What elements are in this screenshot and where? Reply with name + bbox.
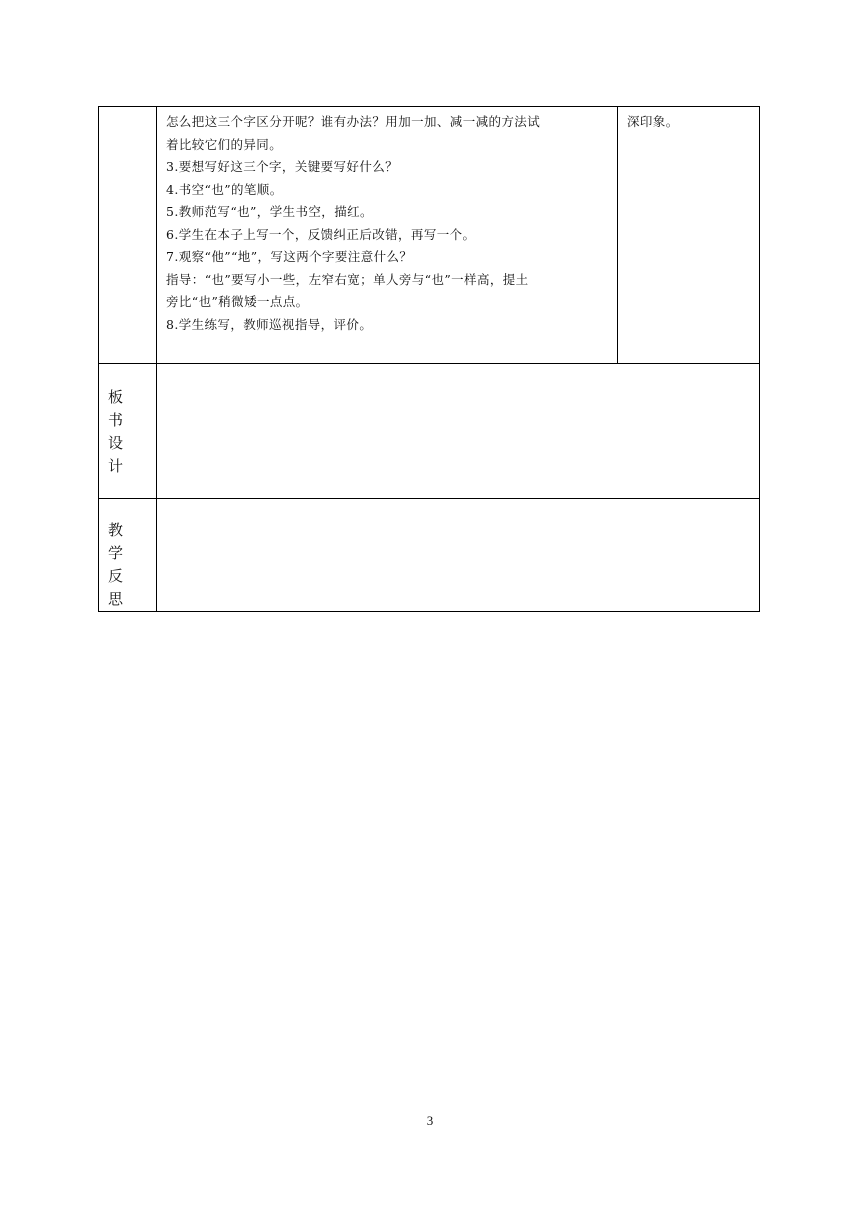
teaching-process-row xyxy=(99,107,760,364)
process-line: 指导：“也”要写小一些，左窄右宽；单人旁与“也”一样高，提土 xyxy=(166,271,529,287)
process-line: 8.学生练写，教师巡视指导，评价。 xyxy=(166,316,373,332)
reflection-content xyxy=(157,499,760,612)
board-design-label: 板书设计 xyxy=(108,388,124,475)
teaching-reflection-row xyxy=(99,499,760,612)
process-line: 旁比“也”稍微矮一点点。 xyxy=(166,294,309,309)
process-line: 着比较它们的异同。 xyxy=(166,136,283,152)
reflection-label: 教学反思 xyxy=(108,521,124,608)
process-line: 怎么把这三个字区分开呢？谁有办法？用加一加、减一减的方法试 xyxy=(166,114,541,129)
reflection-label-cell xyxy=(99,499,157,612)
design-intent-cell xyxy=(618,107,760,364)
process-content-cell xyxy=(157,107,618,364)
process-line: 5.教师范写“也”，学生书空，描红。 xyxy=(166,204,373,219)
page-number: 3 xyxy=(426,1113,434,1128)
process-line: 6.学生在本子上写一个，反馈纠正后改错，再写一个。 xyxy=(166,226,476,242)
process-line: 4.书空“也”的笔顺。 xyxy=(166,181,283,197)
board-design-content xyxy=(157,364,760,499)
board-design-row xyxy=(99,364,760,499)
lesson-plan-table xyxy=(98,106,760,612)
process-line: 3.要想写好这三个字，关键要写好什么？ xyxy=(166,159,399,174)
design-intent-text: 深印象。 xyxy=(627,114,679,129)
board-design-label-cell xyxy=(99,364,157,499)
process-line: 7.观察“他”“地”，写这两个字要注意什么？ xyxy=(166,249,413,264)
empty-label-cell xyxy=(99,107,157,364)
